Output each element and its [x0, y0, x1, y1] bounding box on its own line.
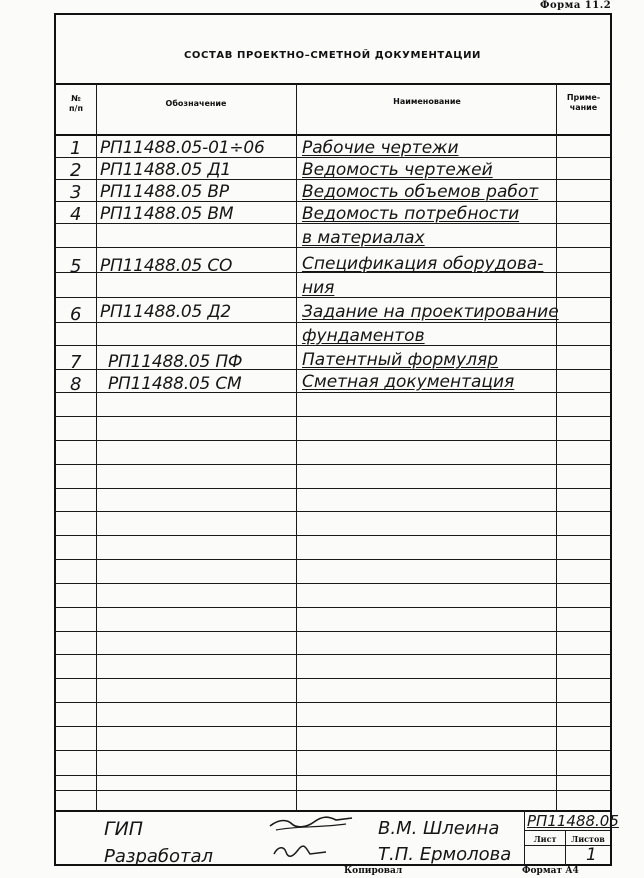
- row-6-name: Задание на проектирование: [302, 302, 559, 322]
- header-num: [56, 94, 96, 114]
- row-3-code: РП11488.05 ВР: [100, 182, 229, 202]
- row-3-name: Ведомость объемов работ: [302, 182, 539, 202]
- stamp-sheets-value: 1: [586, 845, 597, 865]
- format-label: Формат А4: [522, 866, 579, 876]
- table-row-line: [55, 583, 610, 584]
- row-5-name-cont: ния: [302, 278, 335, 298]
- table-row-line: [55, 750, 610, 751]
- table-row-line: [55, 559, 610, 560]
- gip-role: ГИП: [104, 818, 144, 840]
- table-row-line: [55, 440, 610, 441]
- row-2-num: 2: [70, 160, 82, 181]
- table-row-line: [55, 535, 610, 536]
- row-4-code: РП11488.05 ВМ: [100, 204, 234, 224]
- table-row-line: [55, 631, 610, 632]
- developer-signature: [270, 842, 330, 862]
- table-row-line: [55, 702, 610, 703]
- row-4-name: Ведомость потребности: [302, 204, 520, 224]
- row-7-code: РП11488.05 ПФ: [108, 352, 243, 372]
- table-row-line: [55, 488, 610, 489]
- stamp-sheet-label: Лист: [533, 834, 557, 844]
- title-divider: [55, 83, 610, 85]
- table-row-line: [55, 726, 610, 727]
- stamp-sheets-label: Листов: [571, 834, 605, 844]
- developer-role: Разработал: [104, 846, 214, 867]
- header-name: Наименование: [393, 97, 461, 106]
- row-5-num: 5: [70, 256, 82, 277]
- header-num-line1: №: [71, 94, 81, 103]
- stamp-doc-code: РП11488.05: [527, 812, 619, 830]
- header-designation: Обозначение: [165, 99, 227, 108]
- table-row-line: [55, 322, 610, 323]
- row-5-code: РП11488.05 СО: [100, 256, 233, 276]
- gip-name: В.М. Шлеина: [378, 818, 500, 839]
- row-2-name: Ведомость чертежей: [302, 160, 493, 180]
- copied-label: Копировал: [344, 866, 403, 876]
- form-label: Форма 11.2: [540, 0, 612, 11]
- row-8-num: 8: [70, 374, 82, 395]
- document-title: СОСТАВ ПРОЕКТНО–СМЕТНОЙ ДОКУМЕНТАЦИИ: [183, 50, 482, 61]
- row-2-code: РП11488.05 Д1: [100, 160, 232, 180]
- table-row-line: [55, 416, 610, 417]
- header-note-line2: чание: [569, 103, 598, 112]
- row-1-code: РП11488.05-01÷06: [100, 138, 265, 158]
- header-note-line1: Приме-: [566, 93, 601, 102]
- stamp-label-bottom: [524, 845, 610, 846]
- table-row-line: [55, 678, 610, 679]
- developer-name: Т.П. Ермолова: [378, 844, 512, 865]
- gip-signature: [266, 812, 356, 834]
- header-note: [556, 93, 611, 113]
- table-row-line: [55, 654, 610, 655]
- row-8-code: РП11488.05 СМ: [108, 374, 242, 394]
- table-row-line: [55, 607, 610, 608]
- table-row-line: [55, 511, 610, 512]
- row-7-num: 7: [70, 352, 82, 373]
- frame-right: [610, 13, 612, 866]
- row-4-num: 4: [70, 204, 82, 225]
- stamp-code-bottom: [524, 830, 610, 831]
- row-1-name: Рабочие чертежи: [302, 138, 459, 158]
- row-4-name-cont: в материалах: [302, 228, 425, 248]
- table-row-line: [55, 464, 610, 465]
- row-8-name: Сметная документация: [302, 372, 515, 392]
- table-row-line: [55, 790, 610, 791]
- row-6-name-cont: фундаментов: [302, 326, 425, 346]
- row-6-num: 6: [70, 304, 82, 325]
- frame-top: [55, 13, 612, 15]
- row-3-num: 3: [70, 182, 82, 203]
- header-bottom: [55, 134, 610, 136]
- row-7-name: Патентный формуляр: [302, 350, 499, 370]
- table-row-line: [55, 775, 610, 776]
- row-6-code: РП11488.05 Д2: [100, 302, 232, 322]
- header-num-line2: п/п: [69, 104, 83, 113]
- row-1-num: 1: [70, 138, 82, 159]
- row-5-name: Спецификация оборудова-: [302, 254, 544, 274]
